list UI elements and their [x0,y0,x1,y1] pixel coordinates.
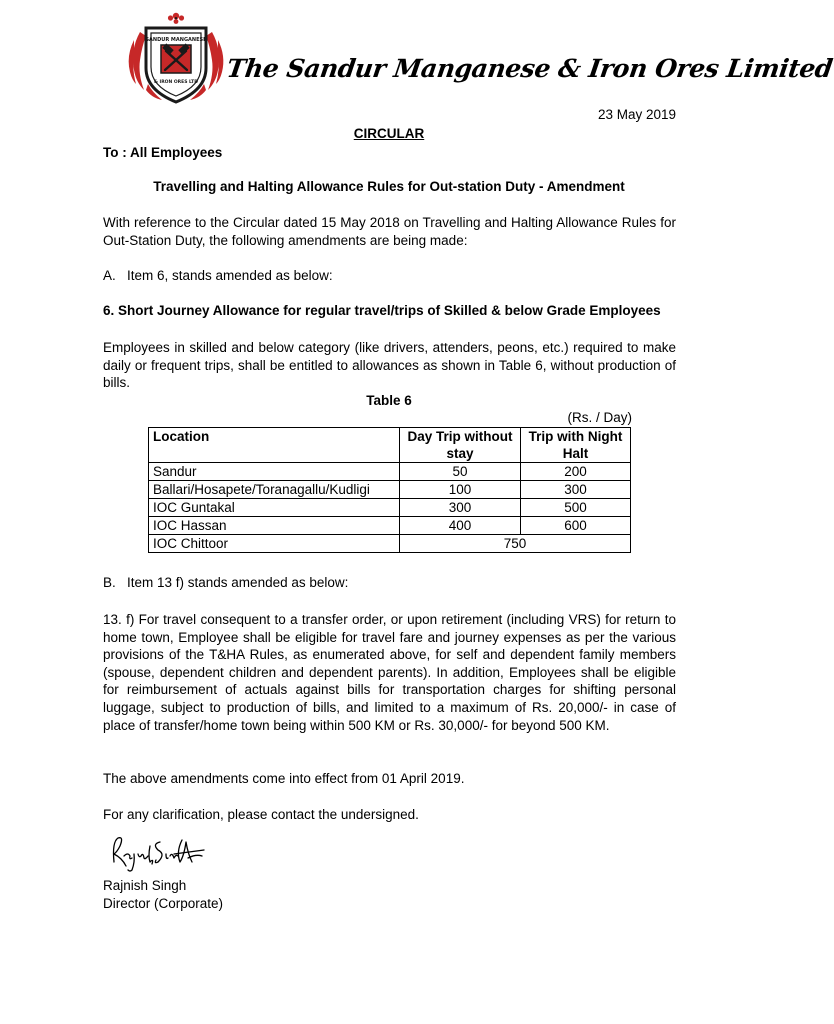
svg-text:SANDUR MANGANESE: SANDUR MANGANESE [145,37,207,43]
svg-text:& IRON ORES LTD: & IRON ORES LTD [154,80,198,85]
section-6-heading: 6. Short Journey Allowance for regular travel/trips of Skilled & below Grade Employees [103,303,661,318]
cell-night-halt: 300 [521,481,631,499]
circular-date: 23 May 2019 [597,107,676,122]
signatory-designation: Director (Corporate) [103,896,224,911]
company-name: The Sandur Manganese & Iron Ores Limited [224,54,834,83]
clarification-line: For any clarification, please contact the undersigned. [103,807,419,822]
effective-date-line: The above amendments come into effect from 01 April 2019. [103,771,465,786]
table-row [149,499,631,517]
item-a-line: A. Item 6, stands amended as below: [103,268,333,283]
cell-location: Ballari/Hosapete/Toranagallu/Kudligi [149,481,400,499]
item-b-line: B. Item 13 f) stands amended as below: [103,575,349,590]
table-row [149,517,631,535]
cell-location: IOC Chittoor [149,535,400,553]
column-header-day-trip: Day Trip without stay [400,428,521,463]
table-header-row [149,428,631,463]
subject-line: Travelling and Halting Allowance Rules for Out-station Duty - Amendment [153,179,625,194]
cell-combined-amount: 750 [400,535,631,553]
cell-night-halt: 600 [521,517,631,535]
signatory-name: Rajnish Singh [103,878,187,893]
cell-location: IOC Hassan [149,517,400,535]
table-row [149,481,631,499]
column-header-night-halt: Trip with Night Halt [521,428,631,463]
cell-day-trip: 300 [400,499,521,517]
cell-location: Sandur [149,463,400,481]
section-13f-paragraph: 13. f) For travel consequent to a transfer order, or upon retirement (including VRS) for return to home town, Employee shall be eligible for travel fare and journey expenses as per the various provisions of the T&HA Rules, as enumerated above, for self and dependent family members (spouse, dependent children and dependent parents). In addition, Employees shall be eligible for reimbursement of actuals against bills for transportation charges for shifting personal luggage, subject to production of bills, and limited to a maximum of Rs. 20,000/- in case of place of transfer/home town being within 500 KM or Rs. 30,000/- for beyond 500 KM. [103,612,676,733]
letterhead [126,10,834,106]
cell-night-halt: 200 [521,463,631,481]
cell-day-trip: 50 [400,463,521,481]
company-seal-logo [126,10,226,106]
cell-night-halt: 500 [521,499,631,517]
addressee: To : All Employees [103,145,223,160]
handwritten-signature [108,832,208,874]
cell-day-trip: 400 [400,517,521,535]
cell-location: IOC Guntakal [149,499,400,517]
column-header-location: Location [149,428,400,463]
section-6-paragraph: Employees in skilled and below category (like drivers, attenders, peons, etc.) required to make daily or frequent trips, shall be entitled to allowances as shown in Table 6, without production of bills. [103,340,676,391]
intro-paragraph: With reference to the Circular dated 15 May 2018 on Travelling and Halting Allowance Rules for Out-Station Duty, the following amendments are being made: [103,215,676,248]
table-row [149,535,631,553]
cell-day-trip: 100 [400,481,521,499]
table-caption: Table 6 [366,393,412,408]
table-row [149,463,631,481]
document-title: CIRCULAR [353,126,425,141]
allowance-table [148,427,631,553]
table-unit: (Rs. / Day) [567,410,632,425]
